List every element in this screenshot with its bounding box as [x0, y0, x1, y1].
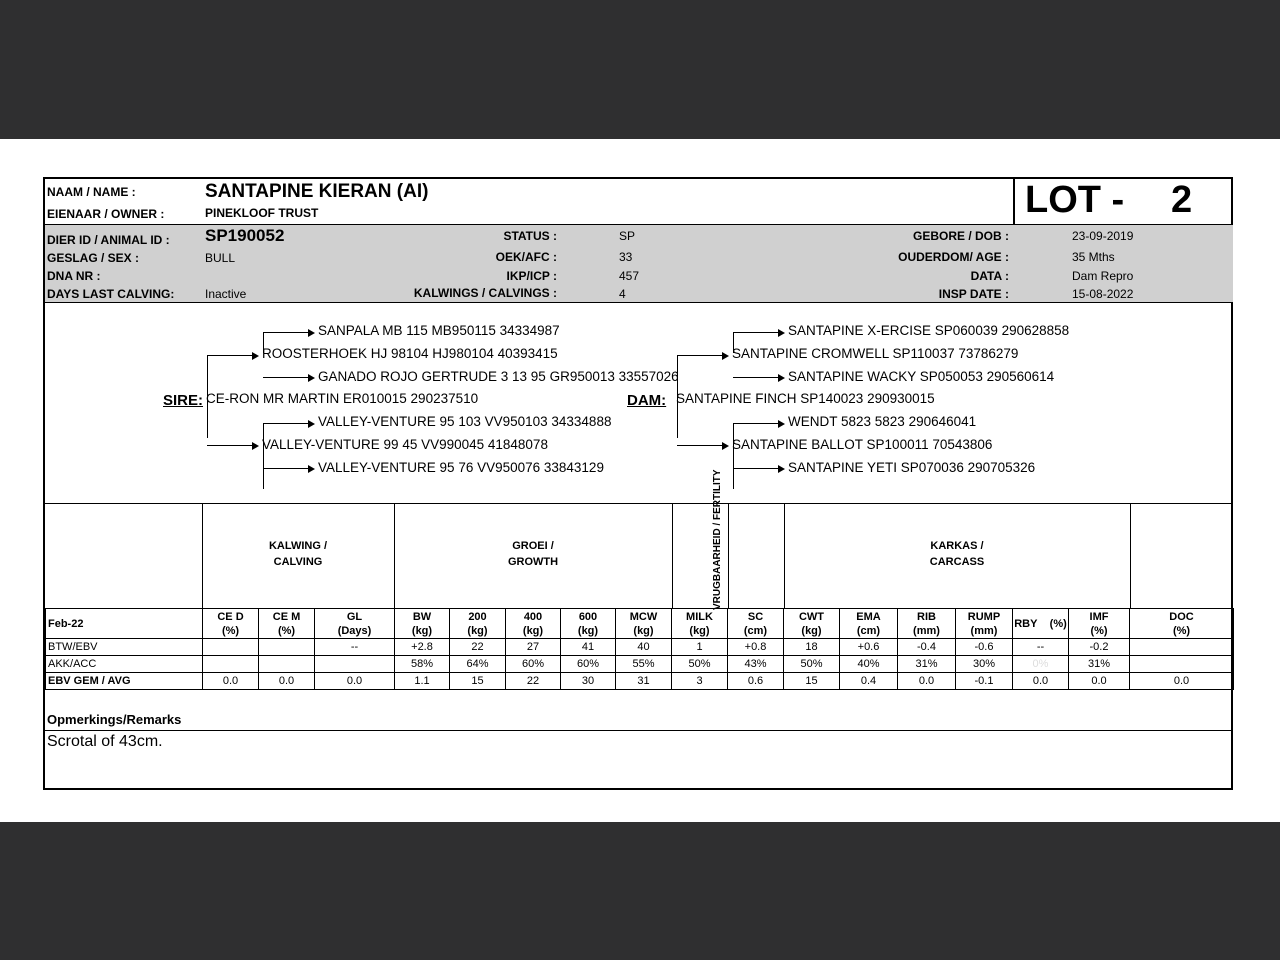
ebv-cell: 40 — [616, 639, 672, 656]
col-header: IMF (%) — [1069, 609, 1130, 639]
col-header: EMA (cm) — [840, 609, 898, 639]
arrow-icon — [263, 423, 309, 424]
dam-dam: SANTAPINE BALLOT SP100011 70543806 — [732, 437, 993, 452]
avg-cell: -0.1 — [956, 673, 1013, 690]
ebv-cell: 22 — [450, 639, 506, 656]
calving-group-line2: CALVING — [273, 556, 323, 568]
dob-label: GEBORE / DOB : — [912, 229, 1009, 243]
avg-cell: 0.0 — [1069, 673, 1130, 690]
avg-cell: 15 — [784, 673, 840, 690]
sex-label: GESLAG / SEX : — [47, 251, 140, 265]
dam-sire-sire: SANTAPINE X-ERCISE SP060039 290628858 — [788, 323, 1070, 338]
ebv-cell: -- — [315, 639, 395, 656]
avg-cell: 22 — [506, 673, 561, 690]
dam-sire: SANTAPINE CROMWELL SP110037 73786279 — [732, 346, 1019, 361]
dob-value: 23-09-2019 — [1072, 229, 1134, 243]
owner-label: EIENAAR / OWNER : — [47, 207, 165, 221]
carcass-group-label — [784, 538, 1130, 570]
row-label: BTW/EBV — [46, 639, 203, 656]
divider — [672, 503, 673, 609]
avg-cell: 0.0 — [1013, 673, 1069, 690]
dam-name: SANTAPINE FINCH SP140023 290930015 — [676, 391, 935, 406]
col-header: CWT (kg) — [784, 609, 840, 639]
ebv-header-row — [46, 609, 1234, 639]
dam-label: DAM: — [627, 392, 667, 409]
row-label: EBV GEM / AVG — [46, 673, 203, 690]
arrow-icon — [263, 377, 309, 378]
ebv-cell: +0.8 — [728, 639, 784, 656]
acc-cell: 60% — [506, 656, 561, 673]
col-header: SC (cm) — [728, 609, 784, 639]
avg-cell: 0.0 — [315, 673, 395, 690]
carcass-group-line2: CARCASS — [929, 556, 985, 568]
col-header: 600 (kg) — [561, 609, 616, 639]
avg-cell: 0.0 — [1130, 673, 1234, 690]
ebv-cell: +0.6 — [840, 639, 898, 656]
sire-dam-sire: VALLEY-VENTURE 95 103 VV950103 34334888 — [318, 414, 612, 429]
acc-cell: 0% — [1013, 656, 1069, 673]
ebv-row — [46, 639, 1234, 656]
calving-group-label — [202, 538, 394, 570]
dam-dam-sire: WENDT 5823 5823 290646041 — [788, 414, 977, 429]
arrow-icon — [207, 355, 253, 356]
avg-cell: 30 — [561, 673, 616, 690]
acc-cell — [259, 656, 315, 673]
col-header: CE D (%) — [203, 609, 259, 639]
col-header: CE M (%) — [259, 609, 315, 639]
remarks-label: Opmerkings/Remarks — [47, 712, 182, 727]
avg-cell: 0.6 — [728, 673, 784, 690]
acc-cell: 31% — [898, 656, 956, 673]
ebv-cell: 27 — [506, 639, 561, 656]
owner-value: PINEKLOOF TRUST — [205, 206, 319, 220]
sire-name: CE-RON MR MARTIN ER010015 290237510 — [206, 391, 479, 406]
acc-cell: 58% — [395, 656, 450, 673]
acc-cell: 50% — [784, 656, 840, 673]
acc-row — [46, 656, 1234, 673]
acc-cell — [203, 656, 259, 673]
remarks-text: Scrotal of 43cm. — [47, 733, 163, 750]
acc-cell: 31% — [1069, 656, 1130, 673]
ebv-cell: 41 — [561, 639, 616, 656]
icp-value: 457 — [619, 269, 640, 283]
age-value: 35 Mths — [1072, 250, 1115, 264]
carcass-group-line1: KARKAS / — [930, 540, 984, 552]
row-label: AKK/ACC — [46, 656, 203, 673]
growth-group-label — [394, 538, 672, 570]
acc-cell: 30% — [956, 656, 1013, 673]
acc-cell: 55% — [616, 656, 672, 673]
ebv-cell: 1 — [672, 639, 728, 656]
acc-cell: 60% — [561, 656, 616, 673]
arrow-icon — [677, 355, 723, 356]
arrow-icon — [263, 332, 309, 333]
ebv-cell — [203, 639, 259, 656]
sex-value: BULL — [205, 251, 236, 265]
days-value: Inactive — [205, 287, 247, 301]
sire-dam-dam: VALLEY-VENTURE 95 76 VV950076 33843129 — [318, 460, 604, 475]
acc-cell: 64% — [450, 656, 506, 673]
age-label: OUDERDOM/ AGE : — [898, 250, 1009, 264]
days-label: DAYS LAST CALVING: — [47, 287, 175, 301]
animal-id-value: SP190052 — [205, 226, 285, 245]
arrow-icon — [207, 445, 253, 446]
insp-value: 15-08-2022 — [1072, 287, 1134, 301]
info-band — [45, 224, 1233, 303]
calvings-label: KALWINGS / CALVINGS : — [413, 286, 557, 300]
sire-label: SIRE: — [163, 392, 204, 409]
acc-cell — [315, 656, 395, 673]
avg-cell: 1.1 — [395, 673, 450, 690]
sire-sire: ROOSTERHOEK HJ 98104 HJ980104 40393415 — [262, 346, 558, 361]
avg-cell: 0.0 — [259, 673, 315, 690]
avg-row — [46, 673, 1234, 690]
data-value: Dam Repro — [1072, 269, 1134, 283]
status-label: STATUS : — [503, 229, 557, 243]
bracket-line — [733, 423, 734, 489]
avg-cell: 0.4 — [840, 673, 898, 690]
avg-cell: 0.0 — [898, 673, 956, 690]
lot-label: LOT - — [1025, 179, 1125, 221]
arrow-icon — [733, 332, 779, 333]
col-header: GL (Days) — [315, 609, 395, 639]
sire-sire-dam: GANADO ROJO GERTRUDE 3 13 95 GR950013 33557026 — [318, 369, 679, 384]
sire-sire-sire: SANPALA MB 115 MB950115 34334987 — [318, 323, 560, 338]
col-header: 200 (kg) — [450, 609, 506, 639]
acc-cell — [1130, 656, 1234, 673]
bracket-line — [263, 423, 264, 489]
name-label: NAAM / NAME : — [47, 185, 136, 199]
lot-card — [43, 177, 1233, 790]
divider — [1130, 503, 1131, 609]
acc-cell: 43% — [728, 656, 784, 673]
ebv-table — [45, 608, 1234, 690]
icp-label: IKP/ICP : — [506, 269, 557, 283]
growth-group-line2: GROWTH — [507, 556, 559, 568]
arrow-icon — [677, 445, 723, 446]
avg-cell: 31 — [616, 673, 672, 690]
ebv-cell: -0.4 — [898, 639, 956, 656]
dam-dam-dam: SANTAPINE YETI SP070036 290705326 — [788, 460, 1036, 475]
arrow-icon — [733, 468, 779, 469]
avg-cell: 0.0 — [203, 673, 259, 690]
lot-number: 2 — [1171, 179, 1193, 221]
arrow-icon — [263, 468, 309, 469]
col-header: MILK (kg) — [672, 609, 728, 639]
afc-label: OEK/AFC : — [495, 250, 557, 264]
acc-cell: 50% — [672, 656, 728, 673]
calving-group-line1: KALWING / — [268, 540, 328, 552]
ebv-cell: -- — [1013, 639, 1069, 656]
animal-name: SANTAPINE KIERAN (AI) — [205, 181, 429, 202]
col-header: BW (kg) — [395, 609, 450, 639]
ebv-cell: 18 — [784, 639, 840, 656]
avg-cell: 3 — [672, 673, 728, 690]
sheet-background — [0, 139, 1280, 822]
col-header: RUMP (mm) — [956, 609, 1013, 639]
status-value: SP — [619, 229, 636, 243]
col-header: MCW (kg) — [616, 609, 672, 639]
arrow-icon — [733, 423, 779, 424]
afc-value: 33 — [619, 250, 633, 264]
ebv-cell — [259, 639, 315, 656]
period-cell: Feb-22 — [46, 609, 203, 639]
acc-cell: 40% — [840, 656, 898, 673]
fertility-group-label: VRUGBAARHEID / FERTILITY — [712, 469, 723, 610]
arrow-icon — [733, 377, 779, 378]
col-header: 400 (kg) — [506, 609, 561, 639]
insp-label: INSP DATE : — [938, 287, 1009, 301]
ebv-cell: -0.2 — [1069, 639, 1130, 656]
growth-group-line1: GROEI / — [512, 540, 554, 552]
col-header: RIB (mm) — [898, 609, 956, 639]
dam-sire-dam: SANTAPINE WACKY SP050053 290560614 — [788, 369, 1055, 384]
avg-cell: 15 — [450, 673, 506, 690]
col-header: RBY (%) — [1013, 609, 1069, 639]
col-header: DOC (%) — [1130, 609, 1234, 639]
divider — [45, 503, 1233, 504]
ebv-cell: -0.6 — [956, 639, 1013, 656]
data-label: DATA : — [970, 269, 1009, 283]
divider — [45, 730, 1233, 731]
animal-id-label: DIER ID / ANIMAL ID : — [47, 233, 170, 247]
ebv-cell: +2.8 — [395, 639, 450, 656]
dna-label: DNA NR : — [47, 269, 101, 283]
sire-dam: VALLEY-VENTURE 99 45 VV990045 41848078 — [262, 437, 548, 452]
ebv-cell — [1130, 639, 1234, 656]
calvings-value: 4 — [619, 287, 626, 301]
lot-box — [1013, 179, 1233, 224]
